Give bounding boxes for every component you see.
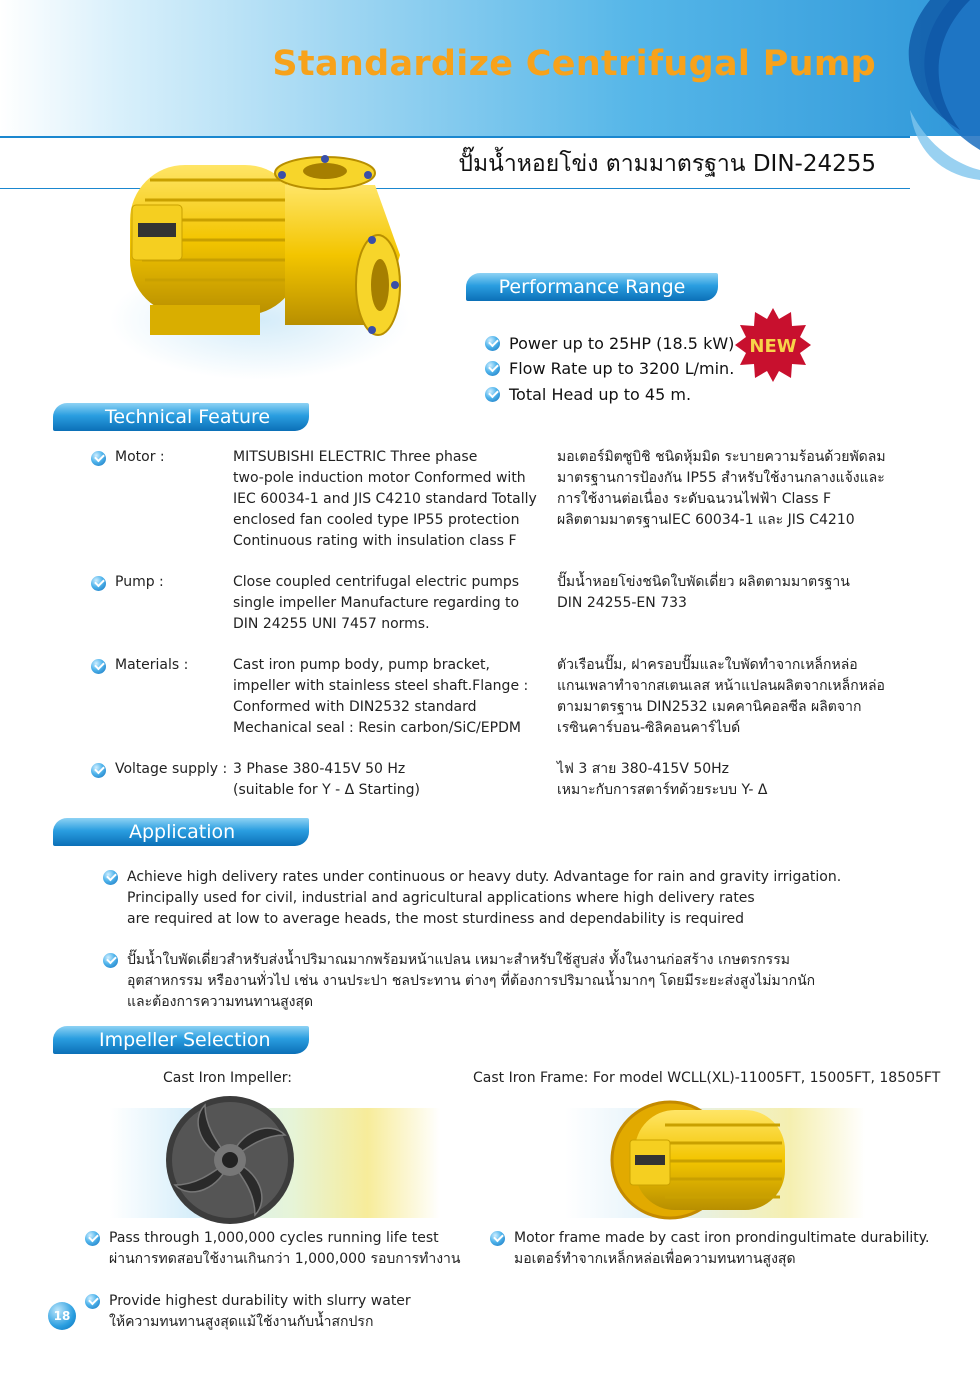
check-bullet-icon: [85, 1231, 100, 1246]
impeller-benefit-en: Provide highest durability with slurry water: [109, 1293, 411, 1309]
new-badge: [734, 306, 812, 384]
check-bullet-icon: [485, 336, 500, 351]
new-badge-text: NEW: [749, 336, 797, 357]
application-th-line: อุตสาหกรรม หรืองานทั่วไป เช่น งานประปา ชลประทาน ต่างๆ ที่ต้องการปริมาณน้ำมากๆ โดยมีระยะส่งสูงไม่มากนัก: [127, 973, 816, 989]
spec-label-materials: Materials :: [115, 657, 189, 673]
technical-feature-heading-text: Technical Feature: [105, 406, 271, 428]
spec-th-line: มอเตอร์มิตซูบิชิ ชนิดหุ้มมิด ระบายความร้อนด้วยพัดลม: [557, 449, 886, 465]
check-bullet-icon: [103, 870, 118, 885]
application-en-line: Principally used for civil, industrial and agricultural applications where high delivery rates: [127, 890, 755, 906]
impeller-caption: Cast Iron Impeller:: [163, 1070, 292, 1086]
check-bullet-icon: [103, 953, 118, 968]
performance-item: Power up to 25HP (18.5 kW): [509, 334, 735, 353]
check-bullet-icon: [85, 1294, 100, 1309]
spec-label-motor: Motor :: [115, 449, 165, 465]
spec-en-line: Conformed with DIN2532 standard: [233, 699, 477, 715]
performance-range-heading: [466, 273, 718, 301]
application-th-line: ปั๊มน้ำใบพัดเดี่ยวสำหรับส่งน้ำปริมาณมากพร้อมหน้าแปลน เหมาะสำหรับใช้สูบส่ง ทั้งในงานก่อสร้าง เกษตรกรรม: [127, 952, 790, 968]
check-bullet-icon: [91, 763, 106, 778]
spec-th-line: ไฟ 3 สาย 380-415V 50Hz: [557, 761, 730, 777]
spec-label-voltage: Voltage supply :: [115, 761, 228, 777]
swirl-decoration-icon: [890, 0, 980, 180]
spec-en-line: DIN 24255 UNI 7457 norms.: [233, 616, 430, 632]
spec-en-line: single impeller Manufacture regarding to: [233, 595, 520, 611]
spec-label-pump: Pump :: [115, 574, 164, 590]
spec-en-line: impeller with stainless steel shaft.Flange :: [233, 678, 529, 694]
spec-th-line: การใช้งานต่อเนื่อง ระดับฉนวนไฟฟ้า Class F: [557, 491, 832, 507]
cast-iron-motor-frame-image: [610, 1085, 790, 1230]
impeller-benefit-th: ผ่านการทดสอบใช้งานเกินกว่า 1,000,000 รอบการทำงาน: [109, 1251, 461, 1267]
check-bullet-icon: [485, 361, 500, 376]
application-en-line: are required at low to average heads, the most sturdiness and dependability is required: [127, 911, 745, 927]
spec-en-line: 3 Phase 380-415V 50 Hz: [233, 761, 406, 777]
page-subtitle: ปั๊มน้ำหอยโข่ง ตามมาตรฐาน DIN-24255: [458, 151, 876, 177]
application-en-line: Achieve high delivery rates under continuous or heavy duty. Advantage for rain and gravity irrigation.: [127, 869, 842, 885]
impeller-selection-heading-text: Impeller Selection: [99, 1029, 271, 1051]
header-divider: [0, 136, 910, 138]
spec-th-line: มาตรฐานการป้องกัน IP55 สำหรับใช้งานกลางแจ้งและ: [557, 470, 885, 486]
page-number: 18: [48, 1302, 76, 1330]
spec-en-line: (suitable for Y - Δ Starting): [233, 782, 420, 798]
application-th-line: และต้องการความทนทานสูงสุด: [127, 994, 314, 1010]
check-bullet-icon: [91, 659, 106, 674]
spec-en-line: Mechanical seal : Resin carbon/SiC/EPDM: [233, 720, 521, 736]
check-bullet-icon: [485, 387, 500, 402]
cast-iron-impeller-image: [160, 1090, 300, 1230]
spec-en-line: enclosed fan cooled type IP55 protection: [233, 512, 520, 528]
spec-en-line: Continuous rating with insulation class F: [233, 533, 517, 549]
check-bullet-icon: [91, 576, 106, 591]
frame-caption: Cast Iron Frame: For model WCLL(XL)-11005FT, 15005FT, 18505FT: [473, 1070, 941, 1086]
spec-th-line: แกนเพลาทำจากสเตนเลส หน้าแปลนผลิตจากเหล็กหล่อ: [557, 678, 885, 694]
spec-th-line: ตามมาตรฐาน DIN2532 เมคคานิคอลซีล ผลิตจาก: [557, 699, 862, 715]
spec-th-line: เหมาะกับการสตาร์ทด้วยระบบ Y- Δ: [557, 782, 768, 798]
centrifugal-pump-image: [110, 145, 420, 385]
page-title: Standardize Centrifugal Pump: [272, 44, 876, 84]
performance-range-heading-text: Performance Range: [498, 276, 686, 298]
spec-th-line: ปั๊มน้ำหอยโข่งชนิดใบพัดเดี่ยว ผลิตตามมาตรฐาน: [557, 574, 850, 590]
spec-en-line: MITSUBISHI ELECTRIC Three phase: [233, 449, 478, 465]
frame-benefit-th: มอเตอร์ทำจากเหล็กหล่อเพื่อความทนทานสูงสุด: [514, 1251, 796, 1267]
check-bullet-icon: [490, 1231, 505, 1246]
technical-feature-heading: [53, 403, 309, 431]
performance-item: Flow Rate up to 3200 L/min.: [509, 359, 735, 378]
application-heading: [53, 818, 309, 846]
spec-th-line: DIN 24255-EN 733: [557, 595, 687, 611]
spec-en-line: IEC 60034-1 and JIS C4210 standard Totally: [233, 491, 537, 507]
performance-item: Total Head up to 45 m.: [509, 385, 692, 404]
spec-en-line: Cast iron pump body, pump bracket,: [233, 657, 490, 673]
check-bullet-icon: [91, 451, 106, 466]
spec-en-line: two-pole induction motor Conformed with: [233, 470, 526, 486]
application-heading-text: Application: [129, 821, 236, 843]
spec-th-line: เรซินคาร์บอน-ซิลิคอนคาร์ไบด์: [557, 720, 741, 736]
impeller-selection-heading: [53, 1026, 309, 1054]
impeller-benefit-th: ให้ความทนทานสูงสุดแม้ใช้งานกับน้ำสกปรก: [109, 1314, 374, 1330]
spec-th-line: ผลิตตามมาตรฐานIEC 60034-1 และ JIS C4210: [557, 512, 855, 528]
spec-th-line: ตัวเรือนปั๊ม, ฝาครอบปั๊มและใบพัดทำจากเหล็กหล่อ: [557, 657, 858, 673]
spec-en-line: Close coupled centrifugal electric pumps: [233, 574, 520, 590]
impeller-benefit-en: Pass through 1,000,000 cycles running life test: [109, 1230, 439, 1246]
frame-benefit-en: Motor frame made by cast iron prondingultimate durability.: [514, 1230, 930, 1246]
